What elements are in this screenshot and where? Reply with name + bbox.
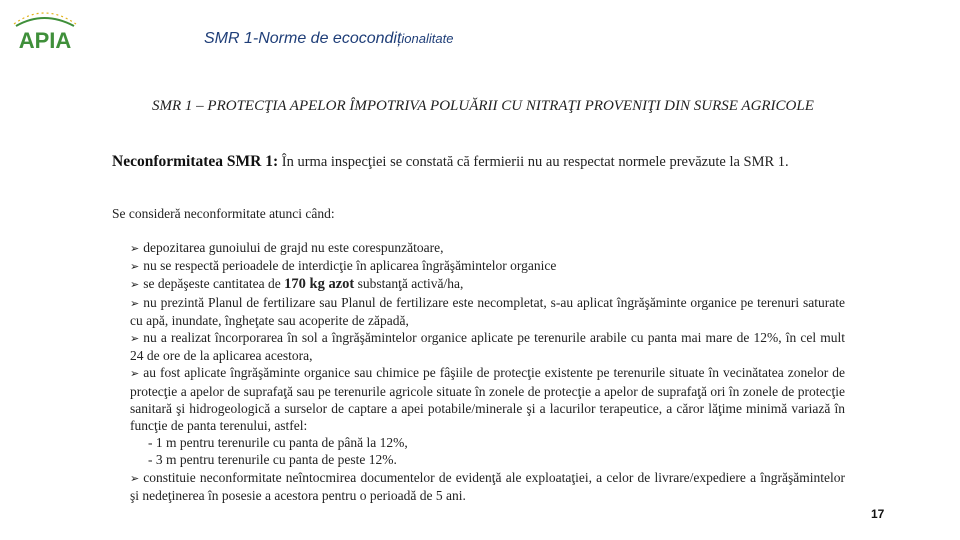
list-item (130, 257, 845, 275)
logo-text: APIA (18, 28, 72, 53)
arrow-bullet-icon: ➢ (130, 367, 140, 381)
sub-list-item: - 3 m pentru terenurile cu panta de peste 12%. (148, 452, 397, 468)
list-item-text: depozitarea gunoiului de grajd nu este corespunzătoare, (143, 240, 444, 255)
list-item (130, 469, 845, 504)
list-item (130, 329, 845, 364)
page-number: 17 (871, 507, 885, 521)
slide-title-main: SMR 1-Norme de ecocondiț (204, 30, 402, 47)
list-item-text: au fost aplicate îngrăşăminte organice sau chimice pe fâşiile de protecţie existente pe terenurile situate în vecinătatea zonelor de protecţie a apelor de suprafaţă sau pe terenurile agricole situate în zonele de protecţie a apelor de suprafaţă ori în zonele de protecţie sanitară şi hidrogeologică a surselor de captare a apei potabile/minerale şi a lacurilor terapeutice, a căror lăţime minimă variază în funcţie de panta terenului, astfel: (130, 365, 845, 434)
intro-text: Se consideră neconformitate atunci când: (112, 206, 335, 221)
apia-logo (6, 4, 84, 56)
apia-logo-graphic (6, 4, 84, 56)
list-item-text: se depăşeste cantitatea de (143, 276, 285, 292)
list-item (130, 239, 845, 257)
nonconformity-text: În urma inspecţiei se constată că fermierii nu au respectat normele prevăzute la SMR 1. (278, 154, 789, 170)
list-item (130, 294, 845, 329)
slide-title-suffix: ionalitate (401, 31, 454, 46)
list-item-text: constituie neconformitate neîntocmirea documentelor de evidenţă ale exploataţiei, a celor de livrare/expediere a îngrăşămintelor şi nedeţinerea în posesie a acestora pentru o perioadă de 5 ani. (130, 469, 845, 503)
list-item (130, 275, 845, 293)
arrow-bullet-icon: ➢ (130, 242, 140, 255)
list-item (130, 364, 845, 434)
list-item-text: nu a realizat încorporarea în sol a îngrăşămintelor organice aplicate pe terenurile arabile cu panta mai mare de 12%, în cel mult 24 de ore de la aplicarea acestora, (130, 330, 845, 364)
nitrogen-limit: 170 kg azot (284, 276, 355, 293)
list-item-text: substanţă activă/ha, (354, 276, 464, 292)
list-item-text: nu prezintă Planul de fertilizare sau Planul de fertilizare este necompletat, s-au aplicat îngrăşăminte organice pe terenuri saturate cu apă, inundate, îngheţate sau acoperite de zăpadă, (130, 294, 845, 328)
list-item-text: nu se respectă perioadele de interdicţie în aplicarea îngrăşămintelor organice (143, 258, 557, 274)
sub-list-item: - 1 m pentru terenurile cu panta de până la 12%, (148, 435, 408, 451)
slide-title (204, 30, 453, 48)
arrow-bullet-icon: ➢ (130, 471, 140, 485)
arrow-bullet-icon: ➢ (130, 278, 140, 292)
arrow-bullet-icon: ➢ (130, 332, 140, 346)
nonconformity-paragraph (112, 153, 845, 171)
nonconformity-label: Neconformitatea SMR 1: (112, 153, 279, 170)
section-heading: SMR 1 – PROTECŢIA APELOR ÎMPOTRIVA POLUĂRII CU NITRAŢI PROVENIŢI DIN SURSE AGRICOLE (152, 98, 814, 114)
nonconformity-list (130, 239, 845, 504)
arrow-bullet-icon: ➢ (130, 260, 140, 274)
arrow-bullet-icon: ➢ (130, 296, 140, 310)
